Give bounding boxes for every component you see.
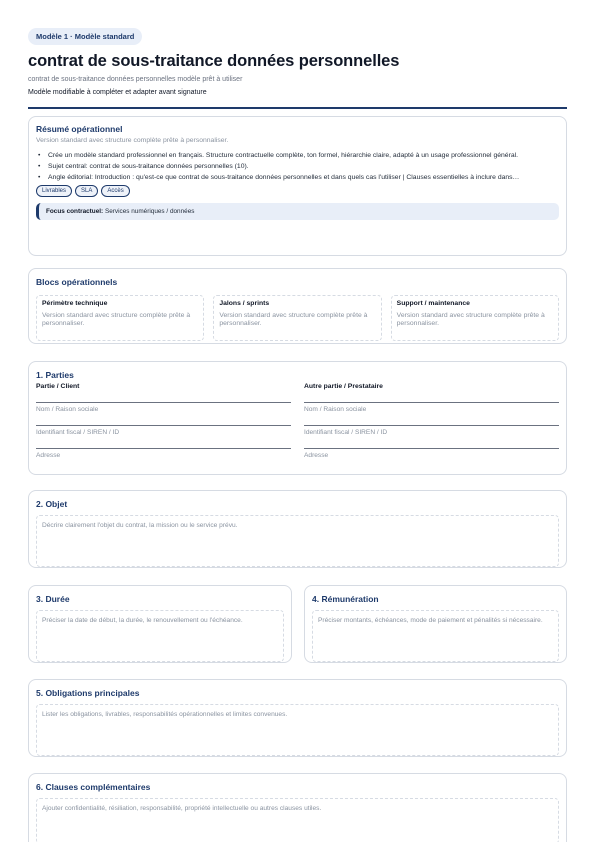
party-client xyxy=(36,383,291,458)
block-item xyxy=(213,295,381,341)
party-title: Partie / Client xyxy=(36,383,80,390)
blocks-title: Blocs opérationnels xyxy=(36,277,118,287)
signature-line[interactable] xyxy=(304,390,559,403)
block-title: Jalons / sprints xyxy=(219,300,270,307)
summary-list xyxy=(36,151,559,182)
template-badge: Modèle 1 · Modèle standard xyxy=(28,28,142,45)
clauses-textarea[interactable]: Ajouter confidentialité, résiliation, responsabilité, propriété intellectuelle ou autres clauses utiles. xyxy=(36,798,559,842)
header-divider xyxy=(28,107,567,109)
duree-card xyxy=(28,585,292,663)
block-item xyxy=(391,295,559,341)
list-item: • Crée un modèle standard professionnel en français. Structure contractuelle complète, ton formel, hiérarchie claire, adapté à un usage professionnel général. xyxy=(36,151,559,160)
signature-line[interactable] xyxy=(36,412,291,426)
remuneration-card xyxy=(304,585,567,663)
document-page xyxy=(28,26,567,109)
obligations-textarea[interactable]: Lister les obligations, livrables, responsabilités opérationnelles et limites convenues. xyxy=(36,704,559,756)
parties-grid xyxy=(36,383,559,458)
block-text: Version standard avec structure complète prête à personnaliser. xyxy=(396,312,545,327)
field-label: Adresse xyxy=(36,452,61,459)
objet-title: 2. Objet xyxy=(36,499,68,509)
objet-textarea[interactable]: Décrire clairement l'objet du contrat, la mission ou le service prévu. xyxy=(36,515,559,567)
page-note: Modèle modifiable à compléter et adapter avant signature xyxy=(28,89,207,96)
list-item: • Sujet central: contrat de sous-traitance données personnelles (10). xyxy=(36,162,559,171)
objet-card xyxy=(28,490,567,568)
page-subtitle: contrat de sous-traitance données personnelles modèle prêt à utiliser xyxy=(28,76,243,83)
blocks-card xyxy=(28,268,567,344)
obligations-title: 5. Obligations principales xyxy=(36,688,140,698)
remuneration-textarea[interactable]: Préciser montants, échéances, mode de paiement et pénalités si nécessaire. xyxy=(312,610,559,662)
block-title: Support / maintenance xyxy=(396,300,470,307)
remuneration-title: 4. Rémunération xyxy=(312,594,379,604)
summary-title: Résumé opérationnel xyxy=(36,124,123,134)
duree-textarea[interactable]: Préciser la date de début, la durée, le renouvellement ou l'échéance. xyxy=(36,610,284,662)
parties-card xyxy=(28,361,567,475)
blocks-grid xyxy=(36,295,559,341)
block-item xyxy=(36,295,204,341)
clauses-title: 6. Clauses complémentaires xyxy=(36,782,151,792)
signature-line[interactable] xyxy=(36,390,291,403)
parties-title: 1. Parties xyxy=(36,370,74,380)
signature-line[interactable] xyxy=(36,435,291,449)
tag-chip[interactable]: Livrables xyxy=(36,185,72,197)
clauses-card xyxy=(28,773,567,842)
block-text: Version standard avec structure complète prête à personnaliser. xyxy=(42,312,191,327)
field-label: Nom / Raison sociale xyxy=(304,406,367,413)
page-title: contrat de sous-traitance données personnelles xyxy=(28,52,400,70)
field-label: Identifiant fiscal / SIREN / ID xyxy=(36,429,120,436)
field-label: Identifiant fiscal / SIREN / ID xyxy=(304,429,388,436)
signature-line[interactable] xyxy=(304,412,559,426)
obligations-card xyxy=(28,679,567,757)
summary-card xyxy=(28,116,567,256)
list-item: • Angle éditorial: Introduction : qu'est-ce que contrat de sous-traitance données personnelles et dans quels cas l'utiliser | Clauses essentielles à inclure dans… xyxy=(36,173,559,182)
party-title: Autre partie / Prestataire xyxy=(304,383,383,390)
signature-line[interactable] xyxy=(304,435,559,449)
tag-chip[interactable]: Accès xyxy=(101,185,129,197)
duree-title: 3. Durée xyxy=(36,594,70,604)
focus-value: Services numériques / données xyxy=(104,208,195,215)
field-label: Nom / Raison sociale xyxy=(36,406,99,413)
focus-label: Focus contractuel: xyxy=(46,208,104,215)
summary-intro: Version standard avec structure complète prête à personnaliser. xyxy=(36,137,229,144)
block-title: Périmètre technique xyxy=(42,300,108,307)
field-label: Adresse xyxy=(304,452,329,459)
focus-callout xyxy=(36,203,559,220)
block-text: Version standard avec structure complète prête à personnaliser. xyxy=(219,312,368,327)
tag-chip[interactable]: SLA xyxy=(75,185,98,197)
party-provider xyxy=(304,383,559,458)
tag-list xyxy=(36,185,559,197)
